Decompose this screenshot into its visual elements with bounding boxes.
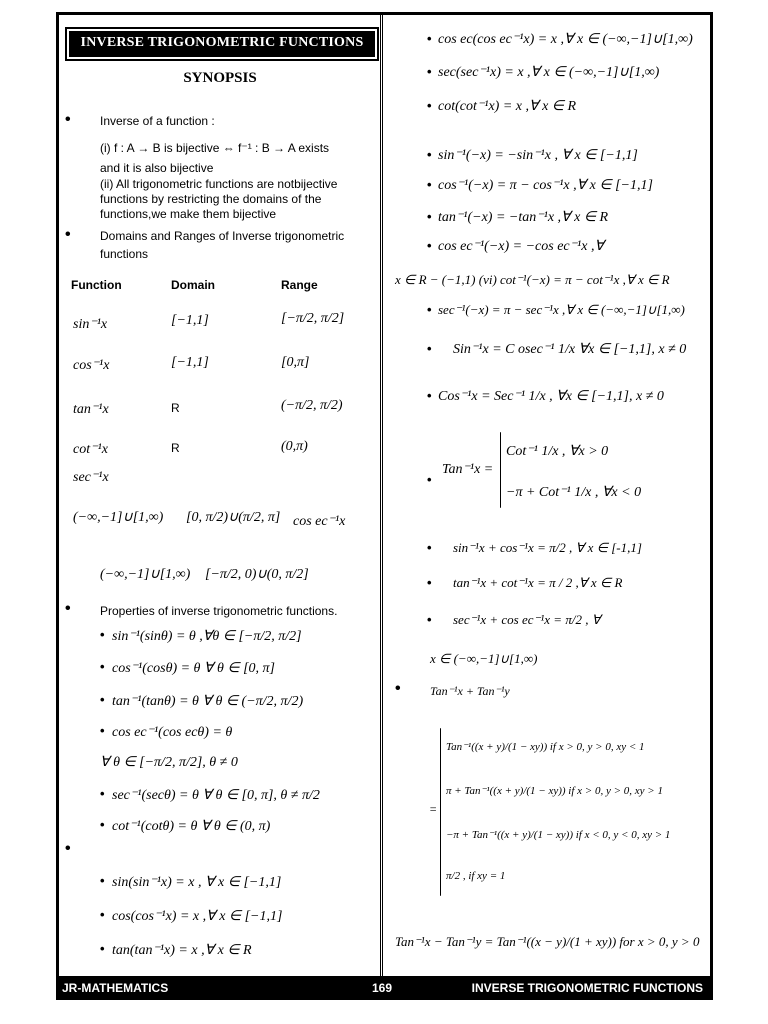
case-item: Cot⁻¹ 1/x , ∀x > 0 — [506, 444, 609, 459]
domains-line-2: functions — [100, 247, 149, 261]
bullet-icon: • — [100, 627, 105, 642]
bijective-line-1: (i) f : A → B is bijective ⇔ f⁻¹ : B → A exists — [100, 141, 330, 155]
case-item: −π + Tan⁻¹((x + y)/(1 − xy)) if x < 0, y < 0, xy > 1 — [446, 829, 671, 841]
identity-item: sin⁻¹x + cos⁻¹x = π/2 , ∀ x ∈ [-1,1] — [453, 540, 642, 555]
bullet-icon: • — [395, 680, 401, 697]
bullet-icon: • — [427, 302, 432, 317]
identity-item: tan⁻¹x + cot⁻¹x = π / 2 ,∀ x ∈ R — [453, 575, 623, 590]
cosec-domain: (−∞,−1]∪[1,∞) — [100, 567, 191, 582]
bullet-icon: • — [100, 692, 105, 707]
table-row-function: tan⁻¹x — [73, 402, 109, 417]
bullet-icon: • — [100, 817, 105, 832]
property-item: tan⁻¹(tanθ) = θ ∀ θ ∈ (−π/2, π/2) — [112, 694, 304, 709]
bullet-icon: • — [427, 388, 432, 403]
case-item: Tan⁻¹((x + y)/(1 − xy)) if x > 0, y > 0, xy < 1 — [446, 741, 645, 753]
case-item: π + Tan⁻¹((x + y)/(1 − xy)) if x > 0, y > 0, xy > 1 — [446, 785, 663, 797]
table-row-domain: [−1,1] — [171, 313, 209, 328]
bullet-icon: • — [65, 840, 71, 857]
properties-heading: Properties of inverse trigonometric functions. — [100, 604, 338, 618]
identity-item: cos⁻¹(−x) = π − cos⁻¹x ,∀ x ∈ [−1,1] — [438, 178, 653, 193]
bullet-icon: • — [427, 31, 432, 46]
sec-function-label: sec⁻¹x — [73, 470, 109, 485]
bullet-icon: • — [100, 873, 105, 888]
domains-line-1: Domains and Ranges of Inverse trigonometric — [100, 229, 345, 243]
identity-item: x ∈ (−∞,−1]∪[1,∞) — [430, 651, 538, 666]
bullet-icon: • — [65, 226, 71, 243]
identity-item: cos ec(cos ec⁻¹x) = x ,∀ x ∈ (−∞,−1]∪[1,∞) — [438, 32, 693, 47]
case-item: π/2 , if xy = 1 — [446, 870, 506, 882]
bullet-icon: • — [65, 600, 71, 617]
bullet-icon: • — [427, 472, 432, 487]
table-header-domain: Domain — [171, 278, 216, 292]
bullet-icon: • — [427, 147, 432, 162]
note-line-1: (ii) All trigonometric functions are notbijective — [100, 177, 338, 191]
table-row-range: [−π/2, π/2] — [281, 311, 345, 326]
bullet-icon: • — [427, 341, 432, 356]
identity-item: sec(sec⁻¹x) = x ,∀ x ∈ (−∞,−1]∪[1,∞) — [438, 65, 660, 80]
bullet-icon: • — [427, 540, 432, 555]
footer-left: JR-MATHEMATICS — [62, 981, 169, 995]
identity-item: cos ec⁻¹(−x) = −cos ec⁻¹x ,∀ — [438, 239, 605, 254]
table-row-domain: R — [171, 401, 180, 415]
tan-difference: Tan⁻¹x − Tan⁻¹y = Tan⁻¹((x − y)/(1 + xy)) for x > 0, y > 0 — [395, 934, 700, 949]
bullet-icon: • — [100, 941, 105, 956]
property-item: tan(tan⁻¹x) = x ,∀ x ∈ R — [112, 943, 252, 958]
table-row-range: (−π/2, π/2) — [281, 398, 343, 413]
bullet-icon: • — [427, 209, 432, 224]
sec-domain: (−∞,−1]∪[1,∞) — [73, 510, 164, 525]
footer-bar — [56, 976, 713, 1000]
bullet-icon: • — [100, 723, 105, 738]
footer-right: INVERSE TRIGONOMETRIC FUNCTIONS — [471, 981, 703, 995]
bullet-icon: • — [427, 238, 432, 253]
identity-item: sec⁻¹x + cos ec⁻¹x = π/2 , ∀ — [453, 612, 601, 627]
identity-item: Cos⁻¹x = Sec⁻¹ 1/x , ∀x ∈ [−1,1], x ≠ 0 — [438, 389, 664, 404]
table-row-function: cos⁻¹x — [73, 358, 110, 373]
cosec-function-label: cos ec⁻¹x — [293, 514, 346, 529]
identity-item: sin⁻¹(−x) = −sin⁻¹x , ∀ x ∈ [−1,1] — [438, 148, 638, 163]
note-line-2: functions by restricting the domains of the — [100, 192, 322, 206]
table-header-range: Range — [281, 278, 318, 292]
identity-item: sec⁻¹(−x) = π − sec⁻¹x ,∀ x ∈ (−∞,−1]∪[1,∞) — [438, 302, 685, 317]
sec-range: [0, π/2)∪(π/2, π] — [186, 510, 281, 525]
table-header-function: Function — [71, 278, 122, 292]
synopsis-heading: SYNOPSIS — [183, 70, 257, 86]
identity-item: Sin⁻¹x = C osec⁻¹ 1/x ∀x ∈ [−1,1], x ≠ 0 — [453, 342, 687, 357]
property-item: sec⁻¹(secθ) = θ ∀ θ ∈ [0, π], θ ≠ π/2 — [112, 788, 320, 803]
property-item: sin⁻¹(sinθ) = θ ,∀θ ∈ [−π/2, π/2] — [112, 629, 302, 644]
bullet-icon: • — [427, 575, 432, 590]
identity-item: cot(cot⁻¹x) = x ,∀ x ∈ R — [438, 99, 577, 114]
bullet-icon: • — [100, 659, 105, 674]
bullet-icon: • — [427, 64, 432, 79]
property-item: sin(sin⁻¹x) = x , ∀ x ∈ [−1,1] — [112, 875, 282, 890]
table-row-function: sin⁻¹x — [73, 317, 108, 332]
table-row-range: [0,π] — [281, 355, 310, 370]
bullet-icon: • — [65, 111, 71, 128]
bijective-line-2: and it is also bijective — [100, 161, 214, 175]
bullet-icon: • — [427, 98, 432, 113]
left-brace — [440, 728, 441, 896]
equals-sign: = — [429, 802, 438, 816]
left-brace — [500, 432, 501, 508]
case-item: −π + Cot⁻¹ 1/x , ∀x < 0 — [506, 485, 642, 500]
property-item: cos⁻¹(cosθ) = θ ∀ θ ∈ [0, π] — [112, 661, 275, 676]
column-divider — [380, 12, 383, 976]
identity-item: x ∈ R − (−1,1) (vi) cot⁻¹(−x) = π − cot⁻¹x ,∀ x ∈ R — [395, 272, 670, 287]
table-row-range: (0,π) — [281, 439, 308, 454]
property-item: cot⁻¹(cotθ) = θ ∀ θ ∈ (0, π) — [112, 819, 271, 834]
bullet-icon: • — [427, 612, 432, 627]
bullet-icon: • — [100, 786, 105, 801]
note-line-3: functions,we make them bijective — [100, 207, 277, 221]
tan-sum-heading: Tan⁻¹x + Tan⁻¹y — [430, 684, 510, 698]
property-item: cos ec⁻¹(cos ecθ) = θ — [112, 725, 233, 740]
title-banner — [65, 27, 379, 61]
property-item: cos(cos⁻¹x) = x ,∀ x ∈ [−1,1] — [112, 909, 283, 924]
property-item: ∀ θ ∈ [−π/2, π/2], θ ≠ 0 — [100, 755, 238, 770]
tan-lhs: Tan⁻¹x = — [442, 462, 494, 477]
intro-text: Inverse of a function : — [100, 114, 215, 128]
bullet-icon: • — [100, 907, 105, 922]
bullet-icon: • — [427, 177, 432, 192]
table-row-domain: [−1,1] — [171, 355, 209, 370]
cosec-range: [−π/2, 0)∪(0, π/2] — [205, 567, 309, 582]
page-number: 169 — [372, 981, 393, 995]
page-title: INVERSE TRIGONOMETRIC FUNCTIONS — [80, 35, 364, 50]
identity-item: tan⁻¹(−x) = −tan⁻¹x ,∀ x ∈ R — [438, 210, 609, 225]
table-row-function: cot⁻¹x — [73, 442, 108, 457]
table-row-domain: R — [171, 441, 180, 455]
